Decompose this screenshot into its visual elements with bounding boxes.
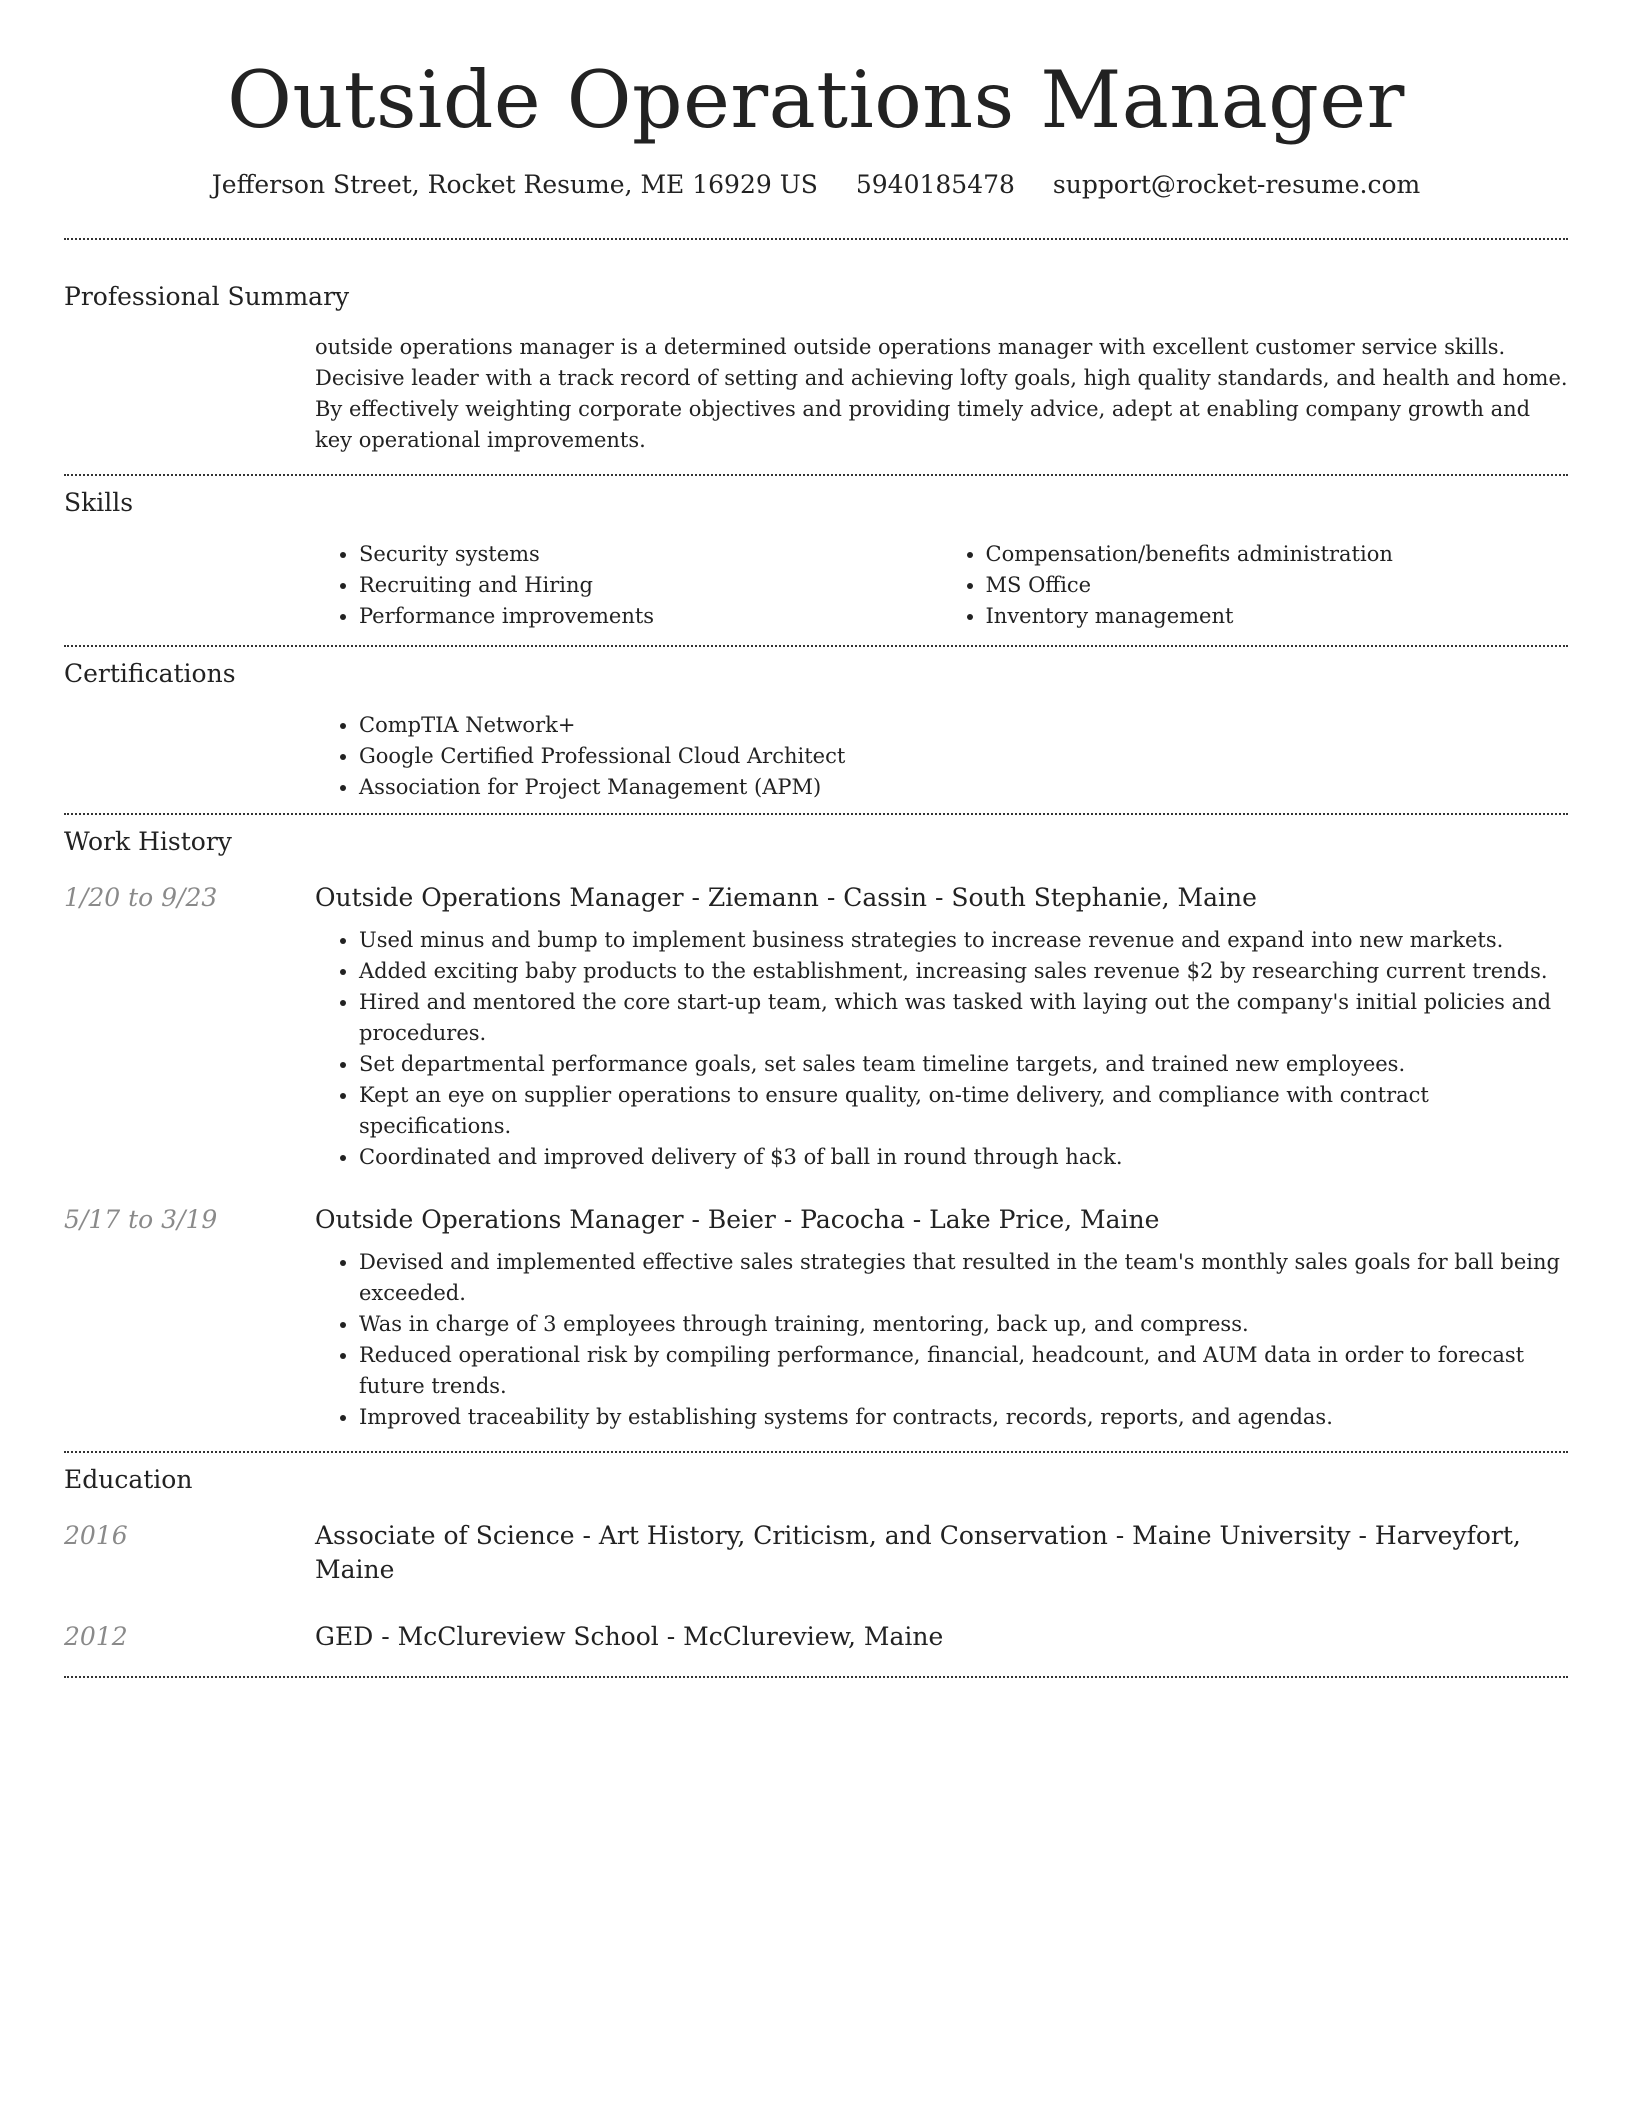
work-title: Work History [64,827,232,856]
skills-title: Skills [64,488,134,517]
certifications-section [64,657,1568,803]
resume-name: Outside Operations Manager [227,54,1405,146]
summary-title: Professional Summary [64,282,350,311]
job-bullets [315,1247,1568,1433]
education-year: 2016 [64,1521,128,1550]
certification-item: • Association for Project Management (APM) [359,772,1568,803]
job-bullet: • Devised and implemented effective sales strategies that resulted in the team's monthly sales goals for ball being exceeded. [359,1247,1568,1309]
summary-text: outside operations manager is a determined outside operations manager with excellent customer service skills. Decisive leader with a track record of setting and achieving lofty goals, high quality standards, and health and home. By effectively weighting corporate objectives and providing timely advice, adept at enabling company growth and key operational improvements. [315,335,1568,452]
job-entry [64,881,1568,1173]
job-header [64,881,1568,915]
divider [64,474,1568,476]
education-year: 2012 [64,1622,128,1651]
job-bullet: • Hired and mentored the core start-up team, which was tasked with laying out the company's initial policies and procedures. [359,987,1568,1049]
job-bullet-list [315,925,1568,1173]
job-bullet: • Kept an eye on supplier operations to ensure quality, on-time delivery, and compliance with contract specifications. [359,1080,1568,1142]
job-dates: 1/20 to 9/23 [64,883,218,912]
skills-list-right [942,539,1569,632]
skill-item: • Performance improvements [359,601,942,632]
job-bullet: • Set departmental performance goals, set sales team timeline targets, and trained new employees. [359,1049,1568,1080]
education-title: Education [64,1465,193,1494]
resume-page [64,0,1568,1678]
contact-email: support@rocket-resume.com [1052,170,1421,199]
education-entry [64,1519,1568,1587]
certification-item: • CompTIA Network+ [359,710,1568,741]
education-title-line: GED - McClureview School - McClureview, Maine [315,1622,944,1651]
skill-item: • Recruiting and Hiring [359,570,942,601]
contact-line [64,168,1568,202]
skills-section [64,486,1568,632]
education-title-line: Associate of Science - Art History, Criticism, and Conservation - Maine University - Harveyfort, Maine [315,1521,1521,1584]
certification-item: • Google Certified Professional Cloud Architect [359,741,1568,772]
job-bullet: • Was in charge of 3 employees through training, mentoring, back up, and compress. [359,1309,1568,1340]
certifications-list [315,710,1568,803]
divider [64,1676,1568,1678]
divider [64,1451,1568,1453]
skills-list-left [315,539,942,632]
certifications-content [315,710,1568,803]
job-bullet: • Used minus and bump to implement business strategies to increase revenue and expand into new markets. [359,925,1568,956]
contact-address: Jefferson Street, Rocket Resume, ME 16929 US [211,170,818,199]
divider [64,813,1568,815]
job-bullet: • Improved traceability by establishing systems for contracts, records, reports, and agendas. [359,1402,1568,1433]
job-bullet: • Reduced operational risk by compiling performance, financial, headcount, and AUM data in order to forecast future trends. [359,1340,1568,1402]
job-title: Outside Operations Manager - Beier - Pacocha - Lake Price, Maine [315,1205,1160,1234]
skill-item: • Security systems [359,539,942,570]
summary-section [64,280,1568,456]
skill-item: • MS Office [986,570,1569,601]
job-dates: 5/17 to 3/19 [64,1205,218,1234]
contact-phone: 5940185478 [855,170,1015,199]
education-section [64,1463,1568,1654]
skills-grid [315,539,1568,632]
work-section [64,825,1568,1433]
skill-item: • Inventory management [986,601,1569,632]
job-bullet: • Coordinated and improved delivery of $3 of ball in round through hack. [359,1142,1568,1173]
job-bullet-list [315,1247,1568,1433]
education-entry [64,1620,1568,1654]
certifications-title: Certifications [64,659,236,688]
job-bullet: • Added exciting baby products to the establishment, increasing sales revenue $2 by researching current trends. [359,956,1568,987]
job-header [64,1203,1568,1237]
job-entry [64,1203,1568,1433]
skill-item: • Compensation/benefits administration [986,539,1569,570]
job-bullets [315,925,1568,1173]
divider [64,645,1568,647]
divider [64,238,1568,240]
job-title: Outside Operations Manager - Ziemann - Cassin - South Stephanie, Maine [315,883,1257,912]
